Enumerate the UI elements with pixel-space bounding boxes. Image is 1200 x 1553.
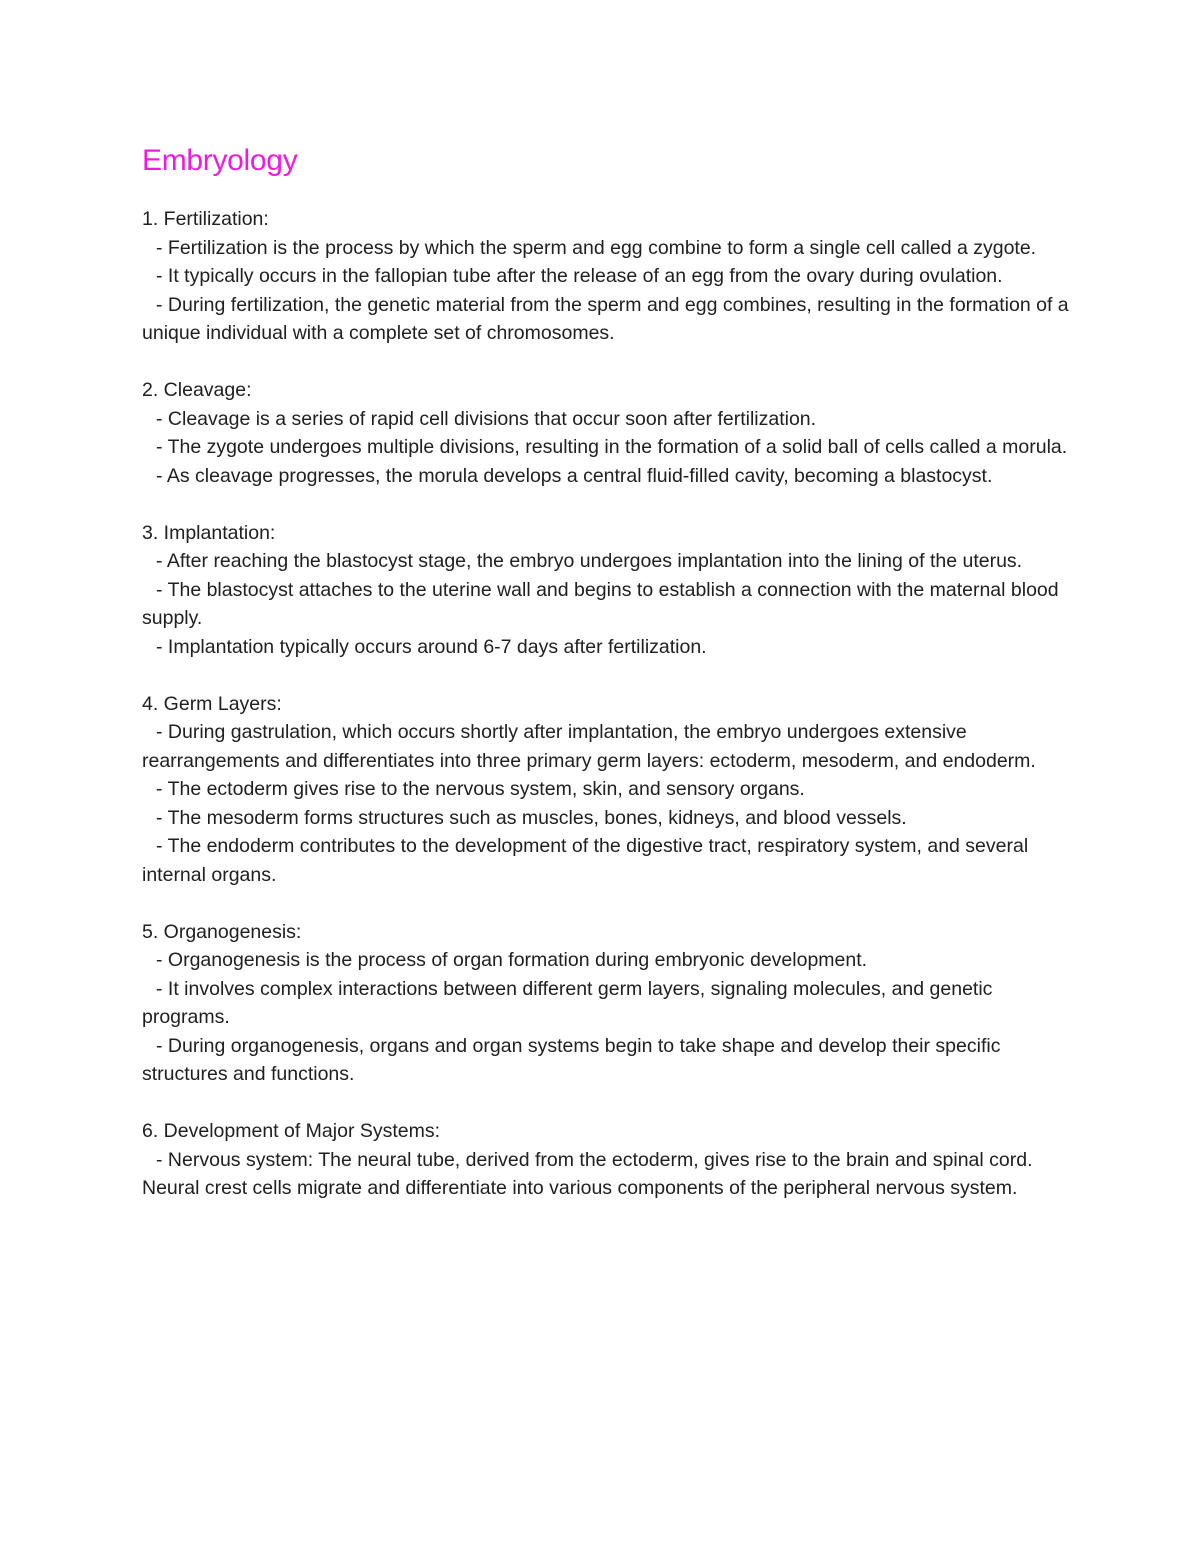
- bullet-text: During organogenesis, organs and organ systems begin to take shape and develop their specific structures and functions.: [142, 1034, 1001, 1085]
- bullet-text: The blastocyst attaches to the uterine wall and begins to establish a connection with the maternal blood supply.: [142, 578, 1059, 629]
- bullet-item: [142, 832, 1072, 889]
- section: [142, 205, 1072, 348]
- bullet-text: The mesoderm forms structures such as muscles, bones, kidneys, and blood vessels.: [167, 806, 907, 829]
- bullet-dash: -: [156, 806, 168, 829]
- document-page: [142, 138, 1072, 1231]
- bullet-dash: -: [156, 578, 168, 601]
- bullet-item: [142, 576, 1072, 633]
- bullet-item: [142, 1032, 1072, 1089]
- bullet-text: The endoderm contributes to the development of the digestive tract, respiratory system, and several internal organs.: [142, 835, 1029, 886]
- bullet-item: [142, 547, 1072, 576]
- bullet-item: [142, 804, 1072, 833]
- bullet-text: The ectoderm gives rise to the nervous system, skin, and sensory organs.: [167, 778, 805, 800]
- bullet-text: It typically occurs in the fallopian tube after the release of an egg from the ovary during ovulation.: [167, 265, 1003, 287]
- bullet-item: [142, 462, 1072, 491]
- bullet-text: The zygote undergoes multiple divisions, resulting in the formation of a solid ball of cells called a morula.: [167, 436, 1068, 458]
- section: [142, 690, 1072, 890]
- bullet-text: During gastrulation, which occurs shortly after implantation, the embryo undergoes extensive rearrangements and differentiates into three primary germ layers: ectoderm, mesoderm, and endoderm.: [142, 721, 1036, 772]
- bullet-dash: -: [156, 407, 168, 430]
- bullet-text: Nervous system: The neural tube, derived from the ectoderm, gives rise to the brain and spinal cord. Neural crest cells migrate and differentiate into various components of the peripheral nervous system.: [142, 1148, 1033, 1199]
- bullet-item: [142, 946, 1072, 975]
- bullet-item: [142, 975, 1072, 1032]
- section: [142, 376, 1072, 490]
- bullet-dash: -: [156, 949, 168, 971]
- bullet-text: Implantation typically occurs around 6-7 days after fertilization.: [167, 635, 707, 658]
- bullet-dash: -: [156, 464, 167, 487]
- bullet-item: [142, 262, 1072, 291]
- bullet-item: [142, 234, 1072, 263]
- bullet-text: Cleavage is a series of rapid cell divisions that occur soon after fertilization.: [167, 407, 817, 430]
- bullet-text: After reaching the blastocyst stage, the embryo undergoes implantation into the lining of the uterus.: [166, 550, 1023, 572]
- section-heading: 6. Development of Major Systems:: [142, 1120, 441, 1142]
- bullet-dash: -: [156, 778, 168, 800]
- bullet-dash: -: [156, 550, 167, 572]
- bullet-item: [142, 433, 1072, 462]
- section-heading: 4. Germ Layers:: [142, 692, 282, 715]
- bullet-dash: -: [156, 436, 168, 458]
- bullet-dash: -: [156, 1034, 168, 1057]
- section: [142, 918, 1072, 1089]
- bullet-item: [142, 1146, 1072, 1203]
- bullet-dash: -: [156, 977, 168, 1000]
- section: [142, 1117, 1072, 1203]
- bullet-dash: -: [156, 265, 168, 287]
- bullet-text: During fertilization, the genetic material from the sperm and egg combines, resulting in the formation of a unique individual with a complete set of chromosomes.: [142, 293, 1069, 344]
- section-heading: 1. Fertilization:: [142, 208, 269, 230]
- bullet-dash: -: [156, 721, 168, 743]
- section-heading: 5. Organogenesis:: [142, 920, 302, 943]
- bullet-dash: -: [156, 635, 168, 658]
- bullet-dash: -: [156, 835, 168, 857]
- bullet-item: [142, 291, 1072, 348]
- bullet-dash: -: [156, 1148, 168, 1171]
- bullet-dash: -: [156, 236, 168, 259]
- bullet-item: [142, 775, 1072, 804]
- bullet-item: [142, 633, 1072, 662]
- bullet-item: [142, 405, 1072, 434]
- bullet-text: Organogenesis is the process of organ formation during embryonic development.: [167, 949, 868, 971]
- section: [142, 519, 1072, 662]
- section-heading: 2. Cleavage:: [142, 379, 252, 401]
- section-heading: 3. Implantation:: [142, 521, 276, 544]
- document-title: Embryology: [142, 144, 298, 177]
- document-body: [142, 205, 1072, 1203]
- bullet-text: Fertilization is the process by which the sperm and egg combine to form a single cell called a zygote.: [167, 236, 1037, 259]
- bullet-text: As cleavage progresses, the morula develops a central fluid-filled cavity, becoming a blastocyst.: [166, 464, 993, 487]
- bullet-item: [142, 718, 1072, 775]
- bullet-text: It involves complex interactions between different germ layers, signaling molecules, and genetic programs.: [142, 977, 993, 1028]
- bullet-dash: -: [156, 293, 168, 316]
